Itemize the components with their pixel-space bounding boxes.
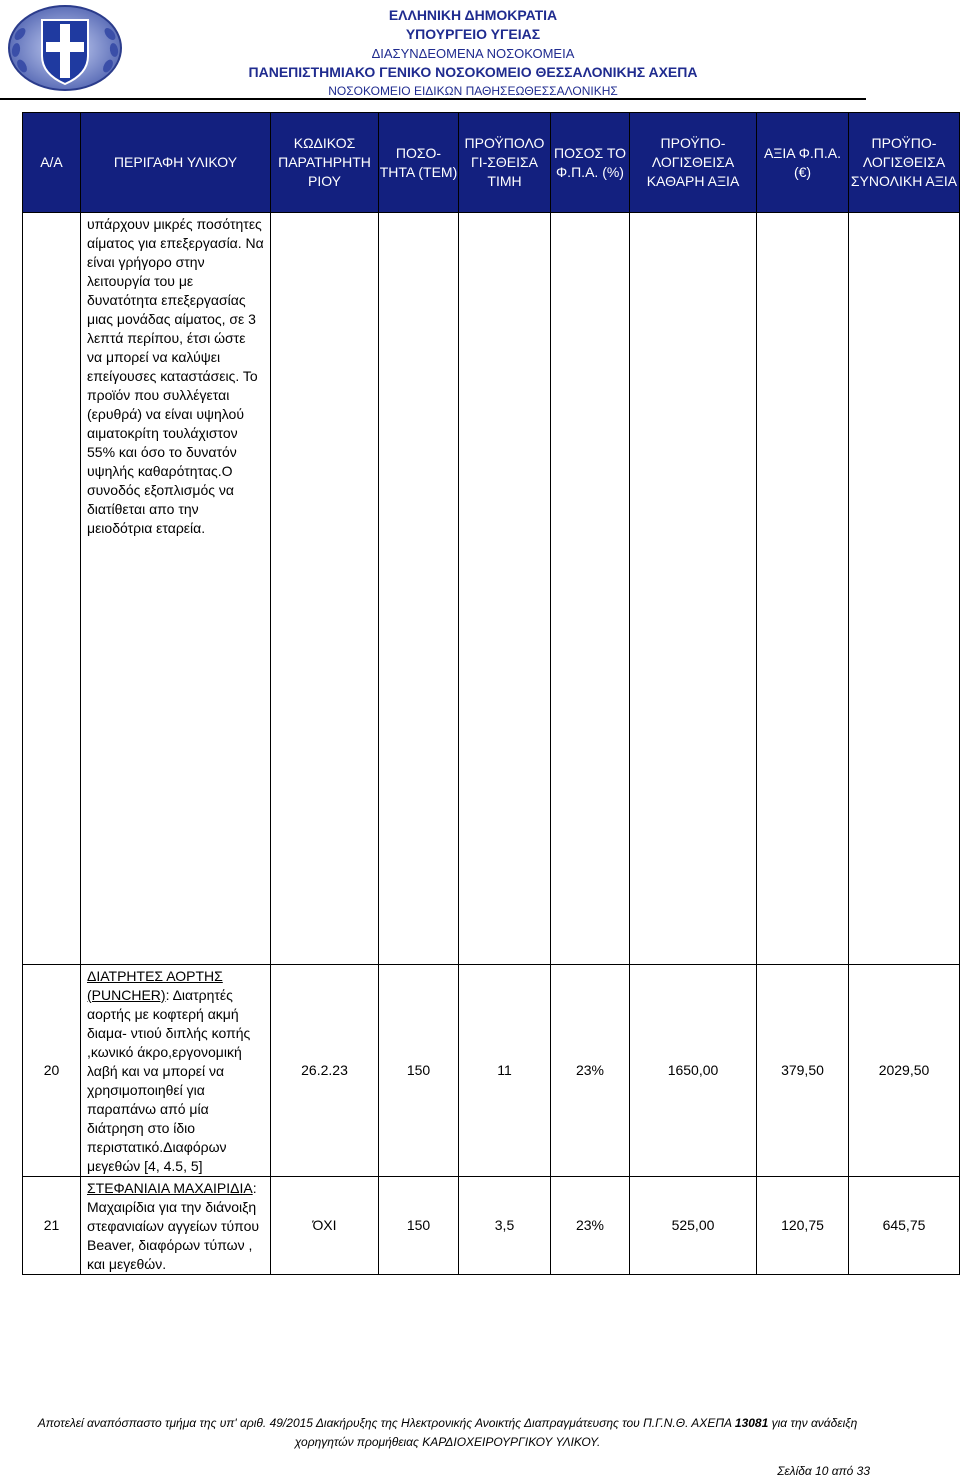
item-title: ΔΙΑΤΡΗΤΕΣ ΑΟΡΤΗΣ (PUNCHER) xyxy=(87,968,223,1003)
cell-aa: 20 xyxy=(23,965,81,1177)
page-number: Σελίδα 10 από 33 xyxy=(777,1464,870,1478)
header-line-1: ΕΛΛΗΝΙΚΗ ΔΗΜΟΚΡΑΤΙΑ xyxy=(388,7,558,23)
col-header-vat-rate: ΠΟΣΟΣ ΤΟ Φ.Π.Α. (%) xyxy=(551,113,630,213)
table-header-row xyxy=(23,113,960,213)
header-line-3: ΔΙΑΣΥΝΔΕΟΜΕΝΑ ΝΟΣΟΚΟΜΕΙΑ xyxy=(371,46,575,61)
footer-line-1 xyxy=(0,1414,895,1433)
header-line-5: ΝΟΣΟΚΟΜΕΙΟ ΕΙΔΙΚΩΝ ΠΑΘΗΣΕΩΘΕΣΣΑΛΟΝΙΚΗΣ xyxy=(328,84,618,98)
col-header-unit-price: ΠΡΟΫΠΟΛΟ ΓΙ-ΣΘΕΙΣΑ ΤΙΜΗ xyxy=(459,113,551,213)
cell-description xyxy=(81,1177,271,1275)
cell-net-value xyxy=(630,213,757,965)
header-line-2: ΥΠΟΥΡΓΕΙΟ ΥΓΕΙΑΣ xyxy=(405,26,541,42)
cell-unit-price: 11 xyxy=(459,965,551,1177)
items-table xyxy=(22,112,960,1275)
cell-vat-rate: 23% xyxy=(551,965,630,1177)
col-header-description: ΠΕΡΙΓΑΦΗ ΥΛΙΚΟΥ xyxy=(81,113,271,213)
cell-code: ΌΧΙ xyxy=(271,1177,379,1275)
cell-unit-price xyxy=(459,213,551,965)
table-row-continuation xyxy=(23,213,960,965)
cell-aa: 21 xyxy=(23,1177,81,1275)
item-title: ΣΤΕΦΑΝΙΑΙΑ ΜΑΧΑΙΡΙΔΙΑ xyxy=(87,1180,253,1196)
cell-vat-value: 379,50 xyxy=(757,965,849,1177)
col-header-quantity: ΠΟΣΟ- ΤΗΤΑ (ΤΕΜ) xyxy=(379,113,459,213)
cell-quantity xyxy=(379,213,459,965)
footer-bold-number: 13081 xyxy=(734,1416,769,1430)
greek-coat-of-arms-icon xyxy=(6,4,124,92)
table-row xyxy=(23,965,960,1177)
header-divider xyxy=(0,98,866,100)
col-header-code: ΚΩΔΙΚΟΣ ΠΑΡΑΤΗΡΗΤΗ ΡΙΟΥ xyxy=(271,113,379,213)
item-text: : Μαχαιρίδια για την διάνοιξη στεφανιαίων αγγείων τύπου Beaver, διαφόρων τύπων , και μεγεθών. xyxy=(87,1180,260,1272)
cell-code: 26.2.23 xyxy=(271,965,379,1177)
cell-quantity: 150 xyxy=(379,1177,459,1275)
col-header-aa: Α/Α xyxy=(23,113,81,213)
cell-net-value: 525,00 xyxy=(630,1177,757,1275)
cell-net-value: 1650,00 xyxy=(630,965,757,1177)
header-line-4: ΠΑΝΕΠΙΣΤΗΜΙΑΚΟ ΓΕΝΙΚΟ ΝΟΣΟΚΟΜΕΙΟ ΘΕΣΣΑΛΟΝΙΚΗΣ ΑΧΕΠΑ xyxy=(248,64,698,80)
footer-line-2: χορηγητών προμήθειας ΚΑΡΔΙΟΧΕΙΡΟΥΡΓΙΚΟΥ ΥΛΙΚΟΥ. xyxy=(294,1435,601,1449)
col-header-total-value: ΠΡΟΫΠΟ- ΛΟΓΙΣΘΕΙΣΑ ΣΥΝΟΛΙΚΗ ΑΞΙΑ xyxy=(849,113,960,213)
cell-unit-price: 3,5 xyxy=(459,1177,551,1275)
cell-total-value: 645,75 xyxy=(849,1177,960,1275)
cell-aa xyxy=(23,213,81,965)
item-text: : Διατρητές αορτής με κοφτερή ακμή διαμα- ντιού διπλής κοπής ,κωνικό άκρο,εργονομική λαβή και να μπορεί να χρησιμοποιηθεί για παραπάνω από μία διάτρηση στο ίδιο περιστατικό.Διαφόρων μεγεθών [4, 4.5, 5] xyxy=(87,987,251,1174)
cell-description xyxy=(81,965,271,1177)
document-header xyxy=(0,0,960,100)
cell-total-value: 2029,50 xyxy=(849,965,960,1177)
cell-vat-rate xyxy=(551,213,630,965)
cell-code xyxy=(271,213,379,965)
col-header-net-value: ΠΡΟΫΠΟ- ΛΟΓΙΣΘΕΙΣΑ ΚΑΘΑΡΗ ΑΞΙΑ xyxy=(630,113,757,213)
document-footer xyxy=(0,1414,895,1452)
cell-vat-value: 120,75 xyxy=(757,1177,849,1275)
cell-vat-rate: 23% xyxy=(551,1177,630,1275)
footer-text-end: για την ανάδειξη xyxy=(768,1416,858,1430)
cell-total-value xyxy=(849,213,960,965)
footer-text: Αποτελεί αναπόσπαστο τμήμα της υπ' αριθ. 49/2015 Διακήρυξης της Ηλεκτρονικής Ανοικτής Διαπραγμάτευσης του Π.Γ.Ν.Θ. ΑΧΕΠΑ xyxy=(37,1416,735,1430)
cell-quantity: 150 xyxy=(379,965,459,1177)
cell-description: υπάρχουν μικρές ποσότητες αίματος για επεξεργασία. Να είναι γρήγορο στην λειτουργία του με δυνατότητα επεξεργασίας μιας μονάδας αίματος, σε 3 λεπτά περίπου, έτσι ώστε να μπορεί να καλύψει επείγουσες καταστάσεις. Το προϊόν που συλλέγεται (ερυθρά) να είναι υψηλού αιματοκρίτη τουλάχιστον 55% και όσο το δυνατόν υψηλής καθαρότητας.Ο συνοδός εξοπλισμός να διατίθεται απο την μειοδότρια εταρεία. xyxy=(81,213,271,965)
cell-vat-value xyxy=(757,213,849,965)
table-row xyxy=(23,1177,960,1275)
col-header-vat-value: ΑΞΙΑ Φ.Π.Α. (€) xyxy=(757,113,849,213)
